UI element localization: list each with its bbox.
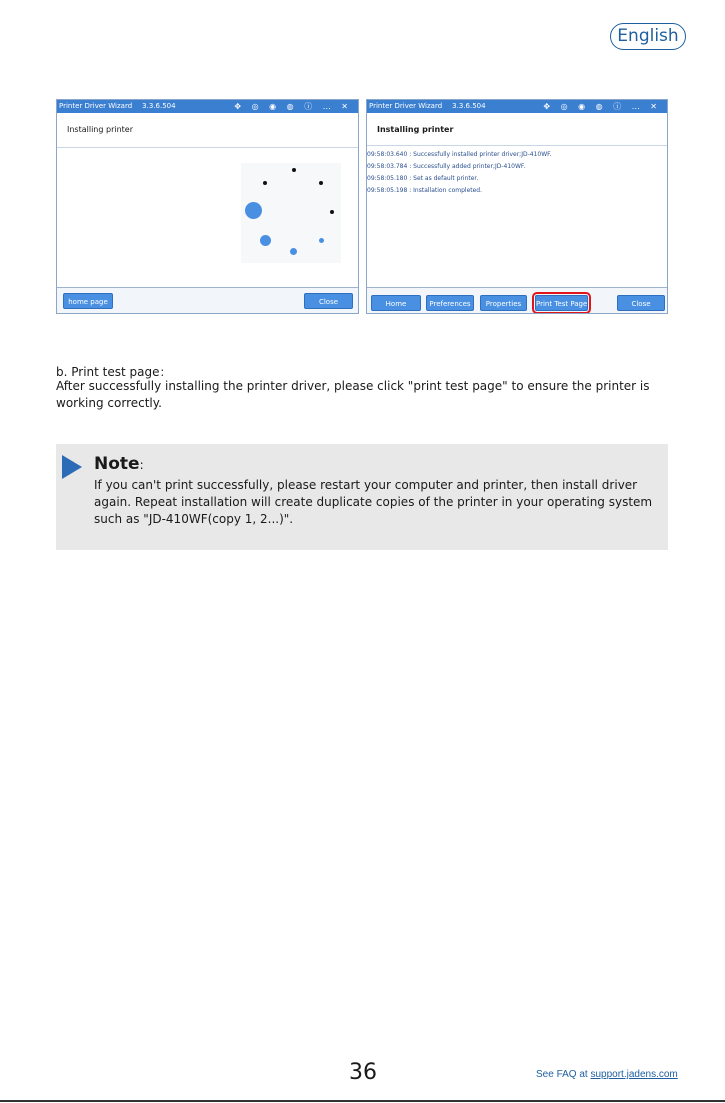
spinner-dot: [292, 168, 296, 172]
preferences-button[interactable]: Preferences: [426, 295, 474, 311]
wizard-window-completed: [366, 99, 668, 314]
note-colon: :: [139, 458, 144, 472]
log-line: 09:58:05.180 : Set as default printer.: [367, 175, 479, 182]
loading-spinner-icon: [241, 163, 341, 263]
home-page-button[interactable]: home page: [63, 293, 113, 309]
spinner-dot: [319, 181, 323, 185]
window-titlebar: [57, 100, 358, 113]
note-title: [94, 454, 144, 474]
titlebar-icons[interactable]: ✥ ◎ ◉ ◍ ⓘ … ✕: [234, 102, 352, 111]
support-link[interactable]: support.jadens.com: [590, 1069, 678, 1080]
step-body: After successfully installing the printer driver, please click "print test page" to ensure the printer is working correctly.: [56, 379, 650, 410]
spinner-dot: [260, 235, 271, 246]
divider: [367, 287, 667, 288]
divider: [367, 145, 667, 146]
log-line: 09:58:03.784 : Successfully added printer;JD-410WF.: [367, 163, 526, 170]
note-text: If you can't print successfully, please restart your computer and printer, then install driver again. Repeat installation will create duplicate copies of the printer in your operating system such as "JD-410WF(copy 1, 2...)".: [94, 478, 653, 526]
window-heading: Installing printer: [67, 125, 134, 134]
window-title: Printer Driver Wizard: [369, 102, 443, 110]
close-button[interactable]: Close: [617, 295, 665, 311]
window-title: Printer Driver Wizard: [59, 102, 133, 110]
window-titlebar: [367, 100, 667, 113]
faq-reference: [536, 1069, 678, 1080]
spinner-dot: [330, 210, 334, 214]
log-line: 09:58:05.198 : Installation completed.: [367, 187, 483, 194]
properties-button[interactable]: Properties: [480, 295, 527, 311]
step-title: b. Print test page：: [56, 365, 172, 379]
wizard-window-installing: [56, 99, 359, 314]
spinner-dot: [319, 238, 324, 243]
print-test-page-button[interactable]: Print Test Page: [535, 295, 588, 311]
divider: [57, 287, 358, 288]
divider: [57, 147, 358, 148]
faq-prefix: See FAQ at: [536, 1069, 588, 1080]
log-line: 09:58:03.640 : Successfully installed printer driver;JD-410WF.: [367, 151, 552, 158]
home-button[interactable]: Home: [371, 295, 421, 311]
spinner-dot: [245, 202, 262, 219]
note-title-text: Note: [94, 454, 140, 474]
spinner-dot: [290, 248, 297, 255]
window-version: 3.3.6.504: [452, 102, 486, 110]
language-badge[interactable]: English: [610, 23, 686, 50]
window-version: 3.3.6.504: [142, 102, 176, 110]
window-heading: Installing printer: [377, 125, 454, 134]
titlebar-icons[interactable]: ✥ ◎ ◉ ◍ ⓘ … ✕: [543, 102, 661, 111]
close-button[interactable]: Close: [304, 293, 353, 309]
play-arrow-icon: [62, 455, 82, 479]
footer-rule: [0, 1100, 725, 1102]
install-log: [367, 149, 552, 197]
spinner-dot: [263, 181, 267, 185]
note-box: [56, 444, 668, 550]
page-number: 36: [349, 1060, 377, 1085]
